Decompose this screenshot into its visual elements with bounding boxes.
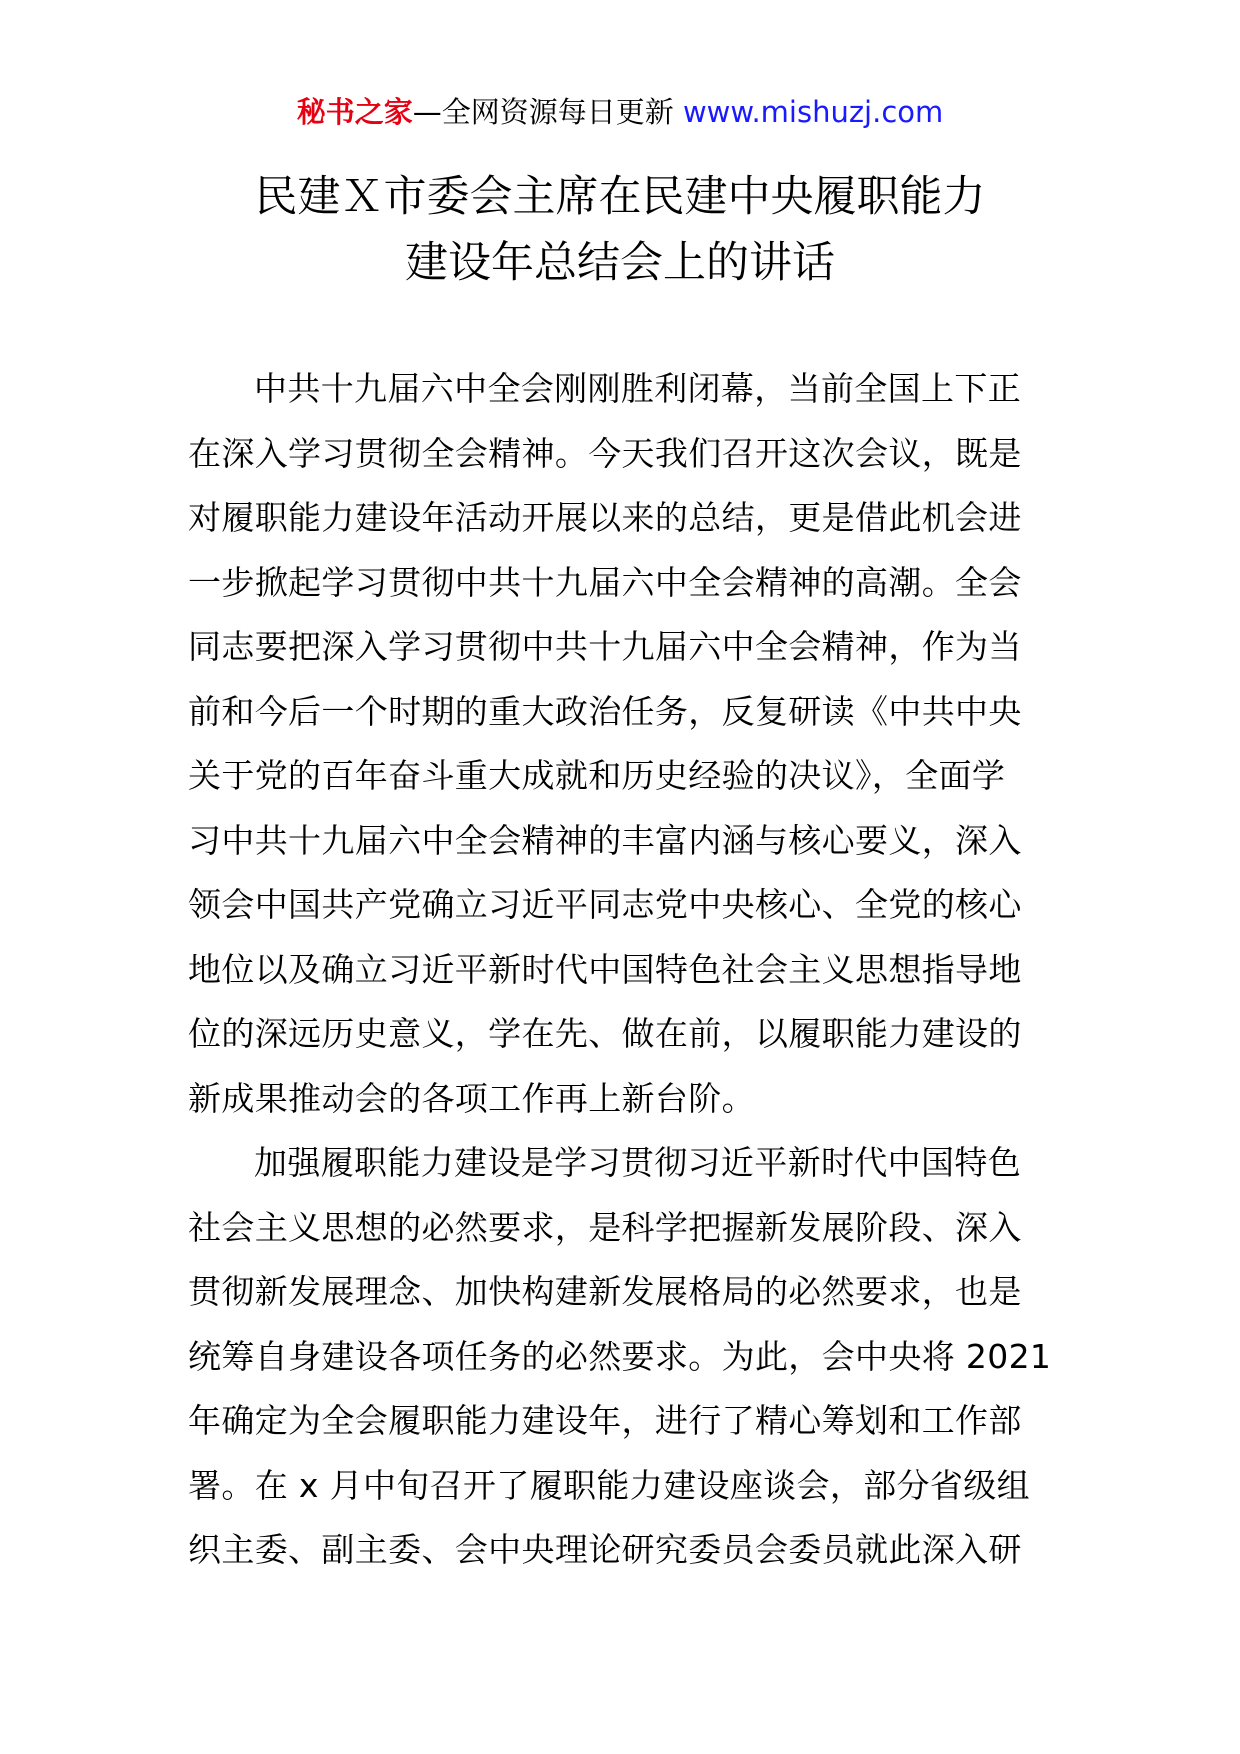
paragraph-line: 新成果推动会的各项工作再上新台阶。 — [188, 1078, 755, 1118]
paragraph-line: 署。在 x 月中旬召开了履职能力建设座谈会，部分省级组 — [188, 1465, 1030, 1505]
paragraph-line: 年确定为全会履职能力建设年，进行了精心筹划和工作部 — [188, 1401, 1022, 1440]
header-slogan: —全网资源每日更新 — [412, 95, 683, 129]
paragraph-line: 前和今后一个时期的重大政治任务，反复研读《中共中央 — [188, 691, 1022, 731]
paragraph-line: 领会中国共产党确立习近平同志党中央核心、全党的核心 — [188, 885, 1022, 924]
paragraph-line: 习中共十九届六中全会精神的丰富内涵与核心要义，深入 — [188, 820, 1022, 860]
paragraph-line: 织主委、副主委、会中央理论研究委员会委员就此深入研 — [188, 1530, 1022, 1569]
paragraph-line: 对履职能力建设年活动开展以来的总结，更是借此机会进 — [188, 498, 1022, 537]
paragraph-line: 中共十九届六中全会刚刚胜利闭幕，当前全国上下正 — [254, 369, 1022, 408]
paragraph-line: 加强履职能力建设是学习贯彻习近平新时代中国特色 — [254, 1143, 1022, 1182]
website-link[interactable]: www.mishuzj.com — [682, 95, 944, 129]
paragraph-line: 关于党的百年奋斗重大成就和历史经验的决议》，全面学 — [188, 756, 1006, 795]
document-body — [188, 357, 1060, 1583]
page-header — [0, 92, 1240, 132]
paragraph-line: 在深入学习贯彻全会精神。今天我们召开这次会议，既是 — [188, 433, 1022, 473]
title-line: 建设年总结会上的讲话 — [405, 238, 835, 288]
paragraph-line: 位的深远历史意义，学在先、做在前，以履职能力建设的 — [188, 1014, 1022, 1053]
paragraph-line: 贯彻新发展理念、加快构建新发展格局的必然要求，也是 — [188, 1272, 1022, 1311]
paragraph-line: 社会主义思想的必然要求，是科学把握新发展阶段、深入 — [188, 1207, 1022, 1247]
paragraph-line: 统筹自身建设各项任务的必然要求。为此，会中央将 2021 — [188, 1336, 1052, 1376]
paragraph-line: 同志要把深入学习贯彻中共十九届六中全会精神，作为当 — [188, 627, 1022, 666]
paragraph-line: 一步掀起学习贯彻中共十九届六中全会精神的高潮。全会 — [188, 562, 1022, 602]
brand-name: 秘书之家 — [296, 95, 413, 129]
paragraph-line: 地位以及确立习近平新时代中国特色社会主义思想指导地 — [188, 949, 1022, 989]
document-title — [0, 164, 1240, 296]
title-line: 民建Ｘ市委会主席在民建中央履职能力 — [254, 172, 986, 222]
